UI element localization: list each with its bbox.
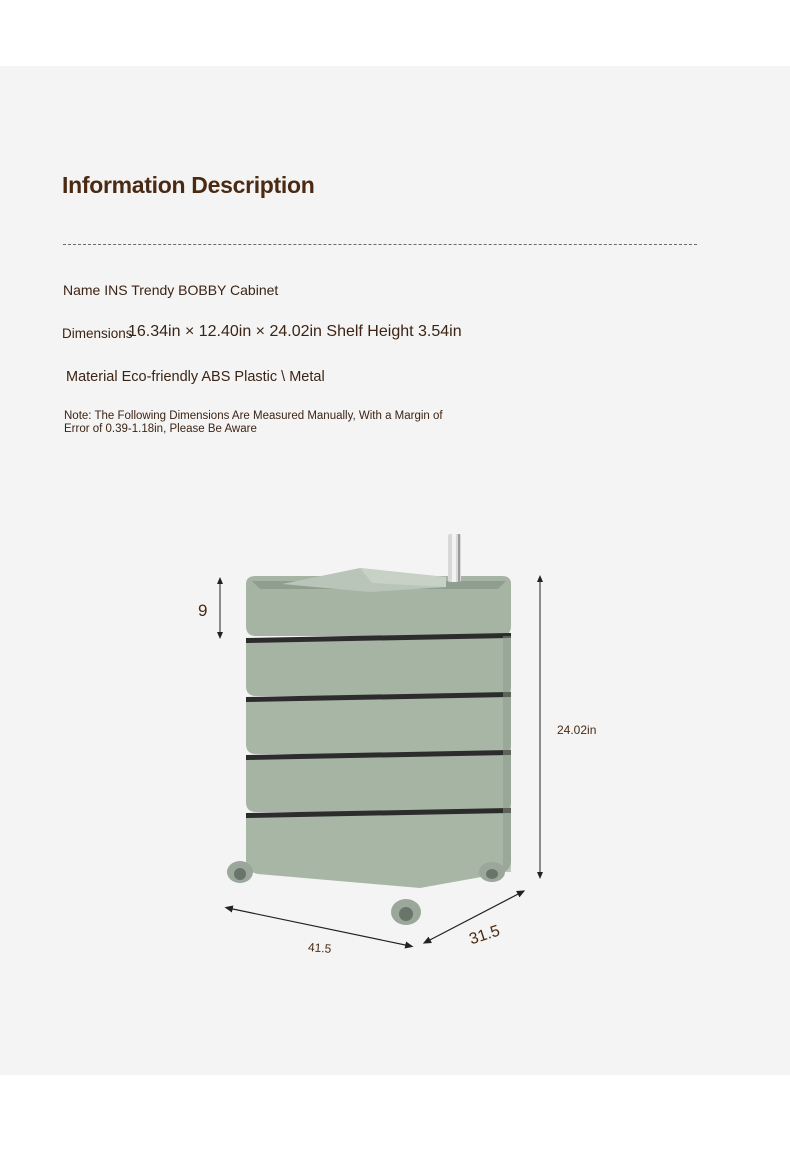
content-panel (0, 66, 790, 1075)
dim-height-label: 24.02in (557, 723, 597, 737)
cabinet-drawers (246, 633, 511, 888)
spec-dimensions-label: Dimensions (62, 326, 133, 341)
dim-width-label: 41.5 (307, 940, 332, 956)
spec-material: Material Eco-friendly ABS Plastic \ Metal (66, 369, 325, 385)
metal-pole (448, 534, 461, 582)
spec-dimensions-value: 16.34in × 12.40in × 24.02in Shelf Height 3.54in (128, 323, 462, 340)
spec-name: Name INS Trendy BOBBY Cabinet (63, 282, 279, 298)
dim-depth-label: 31.5 (467, 922, 503, 949)
dim-shelf-label: 9 (198, 601, 208, 620)
section-title: Information Description (62, 172, 315, 198)
measurement-note: Note: The Following Dimensions Are Measured Manually, With a Margin of Error of 0.39-1.18in, Please Be Aware (64, 410, 443, 435)
product-figure (0, 66, 790, 1075)
cabinet-top-tray (246, 568, 511, 636)
